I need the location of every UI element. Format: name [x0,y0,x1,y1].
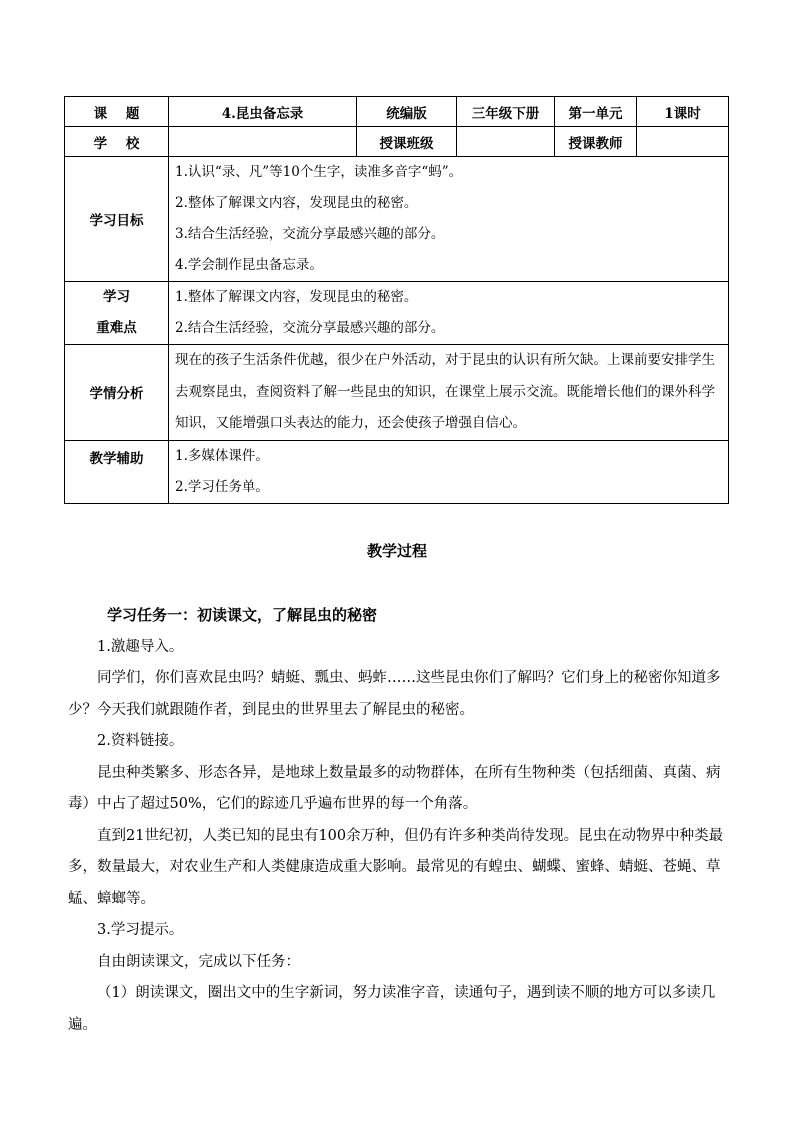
topic-label: 课 题 [65,97,169,127]
aids-label: 教学辅助 [65,440,169,503]
key-points-cell [169,282,729,345]
process-body [68,600,732,1041]
goals-cell [169,157,729,282]
school-value[interactable] [169,127,357,157]
teacher-value[interactable] [637,127,729,157]
goal-item: 3.结合生活经验，交流分享最感兴趣的部分。 [175,226,445,242]
table-row [65,157,729,282]
key-points-label [65,282,169,345]
topic-value: 4.昆虫备忘录 [169,97,357,127]
key-points-label-line1: 学习 [103,289,130,305]
hours: 1课时 [637,97,729,127]
analysis-text: 现在的孩子生活条件优越，很少在户外活动，对于昆虫的认识有所欠缺。上课前要安排学生去观察昆虫，查阅资料了解一些昆虫的知识，在课堂上展示交流。既能增长他们的课外科学知识，又能增强口头表达的能力，还会使孩子增强自信心。 [169,345,729,441]
unit: 第一单元 [555,97,637,127]
section-title: 教学过程 [366,542,427,560]
table-row [65,97,729,127]
key-point-item: 2.结合生活经验，交流分享最感兴趣的部分。 [175,320,445,336]
table-row [65,282,729,345]
paragraph: 同学们，你们喜欢昆虫吗？蜻蜓、瓢虫、蚂蚱……这些昆虫你们了解吗？它们身上的秘密你知道多少？今天我们就跟随作者，到昆虫的世界里去了解昆虫的秘密。 [68,670,721,718]
table-row [65,440,729,503]
analysis-label: 学情分析 [65,345,169,441]
grade: 三年级下册 [457,97,555,127]
lesson-info-table [64,96,729,504]
task-heading: 学习任务一：初读课文，了解昆虫的秘密 [107,606,378,624]
class-value[interactable] [457,127,555,157]
aids-cell [169,440,729,503]
paragraph: （1）朗读课文，圈出文中的生字新词，努力读准字音，读通句子，遇到读不顺的地方可以多读几遍。 [68,985,716,1033]
key-point-item: 1.整体了解课文内容，发现昆虫的秘密。 [175,289,418,305]
step-heading: 3.学习提示。 [97,922,184,938]
step-heading: 1.激趣导入。 [97,638,184,655]
aid-item: 1.多媒体课件。 [175,447,269,464]
key-points-label-line2: 重难点 [96,320,137,336]
step-heading: 2.资料链接。 [97,733,184,749]
table-row [65,127,729,157]
teacher-label: 授课教师 [555,127,637,157]
aid-item: 2.学习任务单。 [175,478,269,495]
class-label: 授课班级 [357,127,457,157]
goal-item: 2.整体了解课文内容，发现昆虫的秘密。 [175,195,418,211]
goals-label: 学习目标 [65,157,169,282]
goal-item: 4.学会制作昆虫备忘录。 [175,257,323,273]
paragraph: 昆虫种类繁多、形态各异，是地球上数量最多的动物群体，在所有生物种类（包括细菌、真菌、病毒）中占了超过50%，它们的踪迹几乎遍布世界的每一个角落。 [68,764,721,812]
edition: 统编版 [357,97,457,127]
paragraph: 自由朗读课文，完成以下任务： [97,953,300,970]
goal-item: 1.认识“录、凡”等10个生字，读准多音字“蚂”。 [175,164,463,180]
table-row [65,345,729,441]
paragraph: 直到21世纪初，人类已知的昆虫有100余万种，但仍有许多种类尚待发现。昆虫在动物界中种类最多，数量最大，对农业生产和人类健康造成重大影响。最常见的有蝗虫、蝴蝶、蜜蜂、蜻蜓、苍蝇、草蜢、蟑螂等。 [68,827,724,907]
school-label: 学 校 [65,127,169,157]
